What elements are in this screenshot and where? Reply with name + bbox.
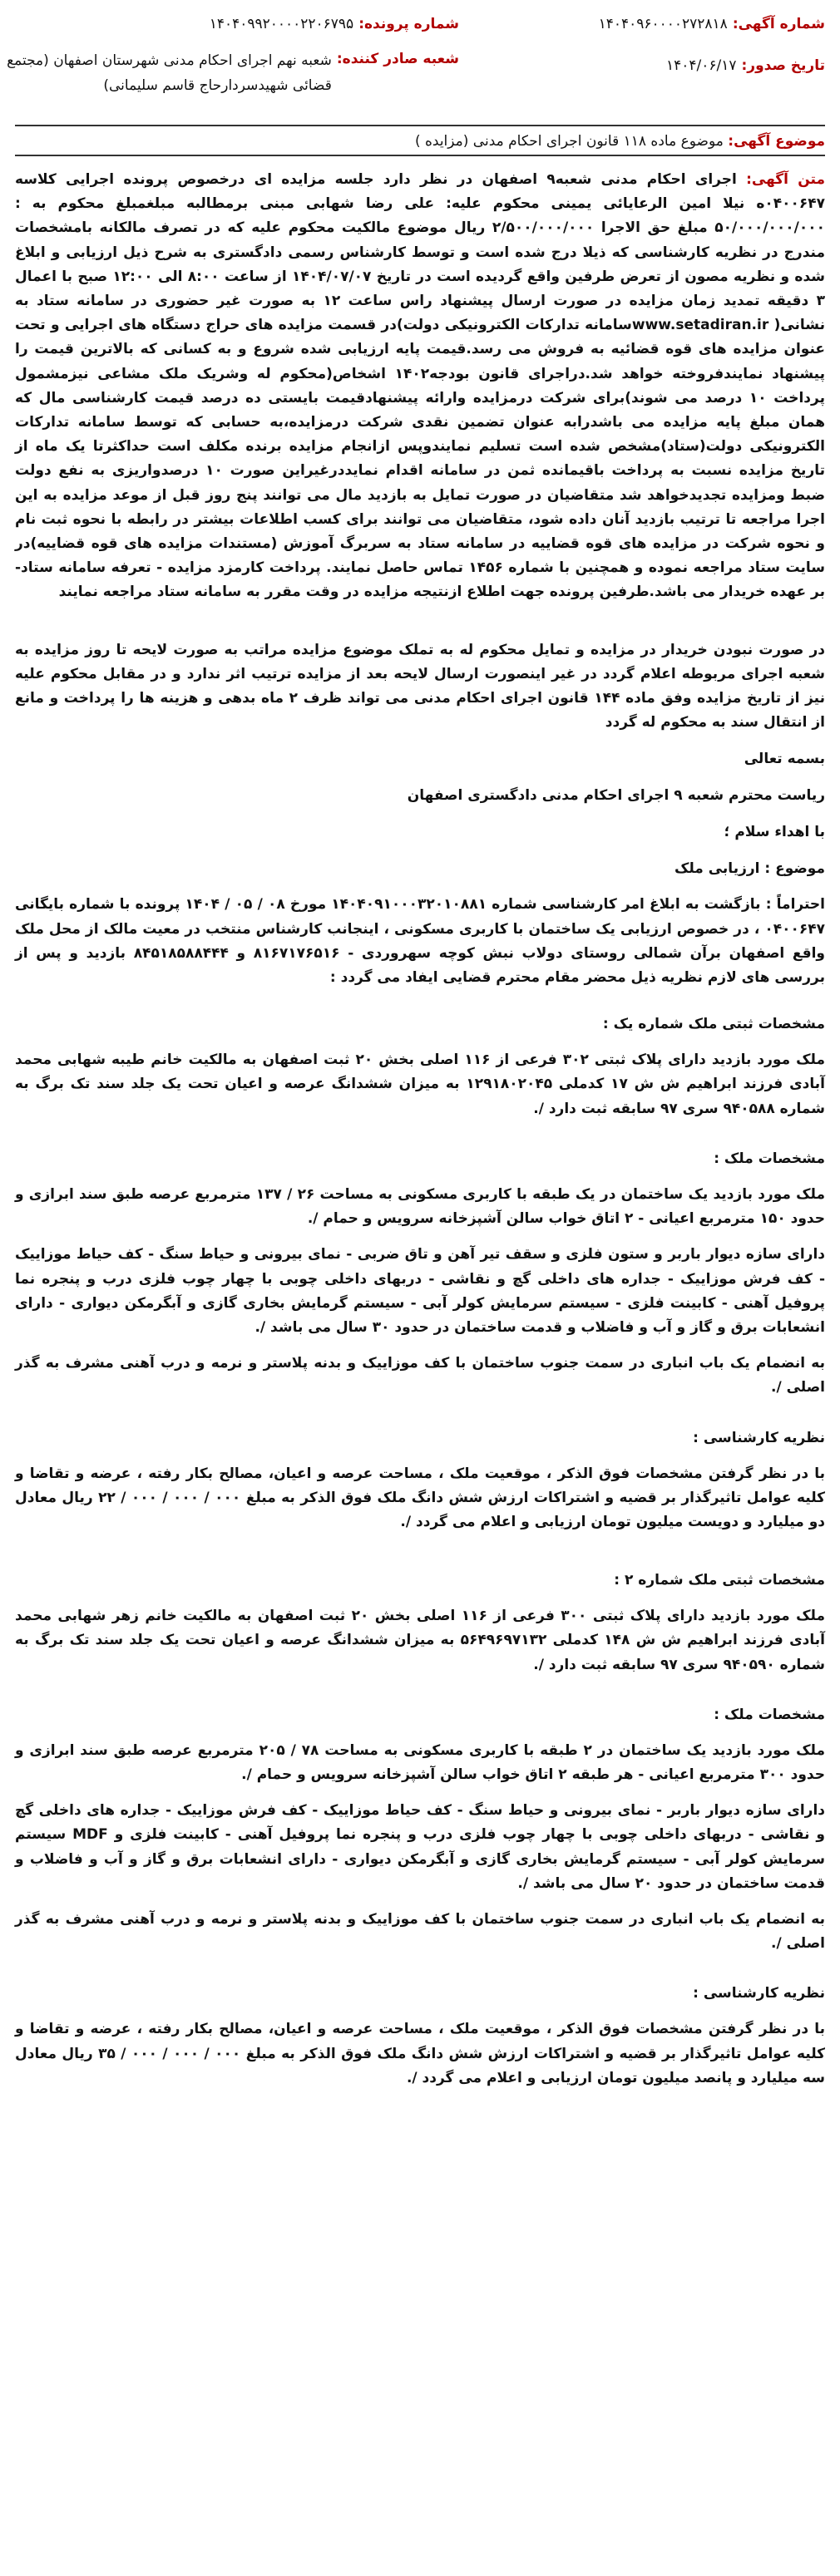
greeting: با اهداء سلام ؛ (724, 824, 825, 841)
property-1-registry-text: ملک مورد بازدید دارای پلاک ثبتی ۳۰۲ فرعی از ۱۱۶ اصلی بخش ۲۰ ثبت اصفهان به مالکیت خانم طیبه شهابی محمد آبادی فرزند ابراهیم ش ش ۱۷ کدملی ۱۲۹۱۸۰۲۰۴۵ به میزان ششدانگ عرصه و اعیان تحت یک جلد سند تک برگ به شماره ۹۴۰۵۸۸ سری ۹۷ سابقه ثبت دارد /. (15, 1052, 826, 1117)
report-intro: احتراماً : بازگشت به ابلاغ امر کارشناسی شماره ۱۴۰۴۰۹۱۰۰۰۳۲۰۱۰۸۸۱ مورخ ۰۸ / ۰۵ / ۱۴۰۴ پرونده با شماره بایگانی ۰۴۰۰۶۴۷ ، در خصوص ارزیابی یک ساختمان با کاربری مسکونی ، اینجانب کارشناس منتخب در معیت مالک از محل ملک واقع اصفهان برآن شمالی روستای دولاب نبش کوچه سهروردی - ۸۱۶۷۱۷۶۵۱۶ و ۸۴۵۱۸۵۸۸۴۴۴ بازدید و پس از بررسی های لازم نظریه ذیل محضر مقام محترم قضایی ایفاد می گردد : (15, 896, 826, 987)
case-number-row (210, 13, 459, 35)
property-2-opinion-heading: نظریه کارشناسی : (693, 1985, 825, 2002)
bismillah: بسمه تعالی (744, 751, 825, 768)
issue-date: ۱۴۰۴/۰۶/۱۷ (665, 57, 737, 74)
issue-date-row (666, 55, 825, 76)
issuing-branch-label: شعبه صادر کننده: (336, 51, 459, 67)
property-2-specs-2: دارای سازه دیوار باربر - نمای بیرونی و حیاط سنگ - کف حیاط موزاییک - کف فرش موزاییک - جداره های داخلی گچ و نقاشی - دربهای داخلی چوبی با چهار چوب فلزی درب و پنجره نما پروفیل آهنی - کابینت فلزی و MDF سیستم سرمایش کولر آبی - سیستم گرمایش بخاری گازی و آبگرمکن دیواری - دارای انشعابات برق و گاز و آب و فاضلاب و قدمت ساختمان در حدود ۲۰ سال می باشد /. (15, 1802, 825, 1892)
subject-label: موضوع آگهی: (728, 133, 825, 150)
property-2-registry-heading: مشخصات ثبتی ملک شماره ۲ : (614, 1572, 825, 1589)
property-1-registry-heading: مشخصات ثبتی ملک شماره یک : (602, 1016, 825, 1033)
property-1-opinion-heading: نظریه کارشناسی : (693, 1429, 825, 1446)
body-label: متن آگهی: (746, 171, 826, 188)
property-2-specs-heading: مشخصات ملک : (714, 1706, 825, 1723)
property-2 (15, 1568, 825, 2091)
subject-text: موضوع ماده ۱۱۸ قانون اجرای احکام مدنی (مزایده ) (414, 133, 724, 150)
property-1-specs-3: به انضمام یک باب انباری در سمت جنوب ساختمان با کف موزاییک و بدنه پلاستر و نرمه و درب آهنی مشرف به گذر اصلی /. (15, 1355, 825, 1396)
body-text: اجرای احکام مدنی شعبه۹ اصفهان در نظر دارد جلسه مزایده ای درخصوص پرونده اجرایی کلاسه ۰۴۰۰۶۴۷ه نیلا امین الرعایائی یمینی محکوم علیه: علی رضا شهابی مبنی برمطالبه مبلغمبلغ محکوم به : ۵۰/۰۰۰/۰۰۰/۰۰۰ مبلغ حق الاجرا ۲/۵۰۰/۰۰۰/۰۰۰ ریال موضوع مالکیت محکوم علیه که در تصرف مالکانه بامشخصات مندرج در نظریه کارشناسی که ذیلا درج شده است و توسط کارشناس رسمی دادگستری به شرح ذیل ارزیابی و ابلاغ شده و نظریه مصون از تعرض طرفین واقع گردیده است در تاریخ ۱۴۰۴/۰۷/۰۷ از ساعت ۸:۰۰ الی ۱۲:۰۰ صبح با اعمال ۳ دقیقه تمدید زمان مزایده در صورت ارسال پیشنهاد راس ساعت ۱۲ به صورت غیر حضوری در سامانه ستاد به نشانی( www.setadiran.irسامانه تدارکات الکترونیکی دولت)در قسمت مزایده های حراج دستگاه های اجرایی و تحت عنوان مزایده های قوه قضائیه به فروش می رسد.قیمت پایه ارزیابی شده شروع و به کسانی که بالاترین قیمت را پیشنهاد نمایندفروخته خواهد شد.دراجرای قانون بودجه۱۴۰۲ اشخاص(محکوم له وشریک ملک مشاعی نیزمشمول پرداخت ۱۰ درصد می شوند)برای شرکت درمزایده وارائه پیشنهادقیمت بایستی ده درصد قیمت کارشناسی مال که همان مبلغ پایه مزایده می باشدرابه عنوان تضمین نقدی شرکت درمزایده،به حسابی که توسط سامانه تدارکات الکترونیکی دولت(ستاد)مشخص شده است تسلیم نمایندوپس ازانجام مزایده برنده مکلف است حداکثرتا یک ماه از تاریخ مزایده نسبت به پرداخت باقیمانده ثمن در سامانه اقدام نمایددرغیراین صورت ۱۰ درصدواریزی به نفع دولت ضبط ومزایده تجدیدخواهد شد متقاضیان در صورت تمایل به بازدید مال می توانند پنج روز قبل از موعد مزایده به این اجرا مراجعه تا ترتیب بازدید آنان داده شود، متقاضیان می توانند برای کسب اطلاعات بیشتر در رابطه با نحوه ثبت نام و نحوه شرکت در مزایده های قوه قضاییه در سامانه ستاد به سربرگ آموزش (مستندات مزایده های قوه قضاییه)در سایت ستاد مراجعه نموده و همچنین با شماره ۱۴۵۶ تماس حاصل نمایند. پرداخت کارمزد مزایده - تعرفه سامانه ستاد- بر عهده خریدار می باشد.طرفین پرونده جهت اطلاع ازنتیجه مزایده در وقت مقرر به سامانه ستاد مراجعه نمایند (15, 171, 826, 601)
property-1 (15, 1012, 825, 1534)
property-2-specs-1: ملک مورد بازدید یک ساختمان در ۲ طبقه با کاربری مسکونی به مساحت ۷۸ / ۲۰۵ مترمربع عرصه طبق سند ابرازی و حدود ۳۰۰ مترمربع اعیانی - هر طبقه ۲ اتاق خواب سالن آشپزخانه سرویس و حمام /. (15, 1741, 826, 1783)
report-subject: موضوع : ارزیابی ملک (674, 860, 825, 878)
issuing-branch-row (0, 48, 459, 98)
property-1-specs-heading: مشخصات ملک : (714, 1150, 825, 1167)
property-2-opinion-text: با در نظر گرفتن مشخصات فوق الذکر ، موقعیت ملک ، مساحت عرصه و اعیان، مصالح بکار رفته ، عرضه و تقاضا و کلیه عوامل تاثیرگذار بر قضیه و اشتراکات ارزش شش دانگ ملک فوق الذکر به مبلغ ۰۰۰ / ۰۰۰ / ۰۰۰ / ۳۵ ریال معادل سه میلیارد و پانصد میلیون تومان ارزیابی و اعلام می گردد /. (15, 2021, 826, 2086)
owner-note: در صورت نبودن خریدار در مزایده و تمایل محکوم له به تملک موضوع مزایده مراتب به صورت لایحه تا روز مزایده به شعبه اجرای مربوطه اعلام گردد در غیر اینصورت ارسال لایحه بعد از مزایده ترتیب اثر ندارد و در مقابل محکوم علیه نیز از تاریخ مزایده وفق ماده ۱۴۴ قانون اجرای احکام مدنی می تواند ظرف ۲ ماه بدهی و هزینه ها را پرداخت و مانع از انتقال سند به محکوم له گردد (15, 641, 825, 731)
property-1-opinion-text: با در نظر گرفتن مشخصات فوق الذکر ، موقعیت ملک ، مساحت عرصه و اعیان، مصالح بکار رفته ، عرضه و تقاضا و کلیه عوامل تاثیرگذار بر قضیه و اشتراکات ارزش شش دانگ ملک فوق الذکر به مبلغ ۰۰۰ / ۰۰۰ / ۰۰۰ / ۲۲ ریال معادل دو میلیارد و دویست میلیون تومان ارزیابی و اعلام می گردد /. (15, 1465, 826, 1530)
issuing-branch: شعبه نهم اجرای احکام مدنی شهرستان اصفهان (مجتمع قضائی شهیدسردارحاج قاسم سلیمانی) (7, 52, 332, 94)
issue-date-label: تاریخ صدور: (741, 57, 825, 74)
ad-number-label: شماره آگهی: (732, 16, 825, 32)
property-1-specs-1: ملک مورد بازدید یک ساختمان در یک طبقه با کاربری مسکونی به مساحت ۲۶ / ۱۳۷ مترمربع عرصه طبق سند ابرازی و حدود ۱۵۰ مترمربع اعیانی - ۲ اتاق خواب سالن آشپزخانه سرویس و حمام /. (15, 1185, 825, 1228)
ad-number: ۱۴۰۴۰۹۶۰۰۰۰۲۷۲۸۱۸ (598, 16, 728, 32)
notice-header (7, 0, 825, 125)
ad-number-row (599, 13, 825, 35)
property-1-specs-2: دارای سازه دیوار باربر و ستون فلزی و سقف تیر آهن و تاق ضربی - نمای بیرونی و حیاط سنگ - کف حیاط موزاییک - کف فرش موزاییک - جداره های داخلی گچ و نقاشی - دربهای داخلی چوبی با چهار چوب فلزی درب و پنجره نما پروفیل آهنی - کابینت فلزی - سیستم سرمایش کولر آبی - سیستم گرمایش بخاری گازی و آبگرمکن دیواری - دارای انشعابات برق و گاز و آب و فاضلاب و قدمت ساختمان در حدود ۳۰ سال می باشد /. (15, 1246, 825, 1336)
addressee: ریاست محترم شعبه ۹ اجرای احکام مدنی دادگستری اصفهان (407, 787, 825, 805)
case-number-label: شماره پرونده: (358, 16, 459, 32)
property-2-specs-3: به انضمام یک باب انباری در سمت جنوب ساختمان با کف موزاییک و بدنه پلاستر و نرمه و درب آهنی مشرف به گذر اصلی /. (15, 1910, 825, 1953)
case-number: ۱۴۰۴۰۹۹۲۰۰۰۰۲۲۰۶۷۹۵ (209, 16, 354, 32)
subject-row (15, 126, 825, 155)
notice-body (15, 168, 825, 605)
property-2-registry-text: ملک مورد بازدید دارای پلاک ثبتی ۳۰۰ فرعی از ۱۱۶ اصلی بخش ۲۰ ثبت اصفهان به مالکیت خانم زهر شهابی محمد آبادی فرزند ابراهیم ش ش ۱۴۸ کدملی ۵۶۴۹۶۹۷۱۳۲ به میزان ششدانگ عرصه و اعیان تحت یک جلد سند تک برگ به شماره ۹۴۰۵۹۰ سری ۹۷ سابقه ثبت دارد /. (15, 1608, 825, 1673)
